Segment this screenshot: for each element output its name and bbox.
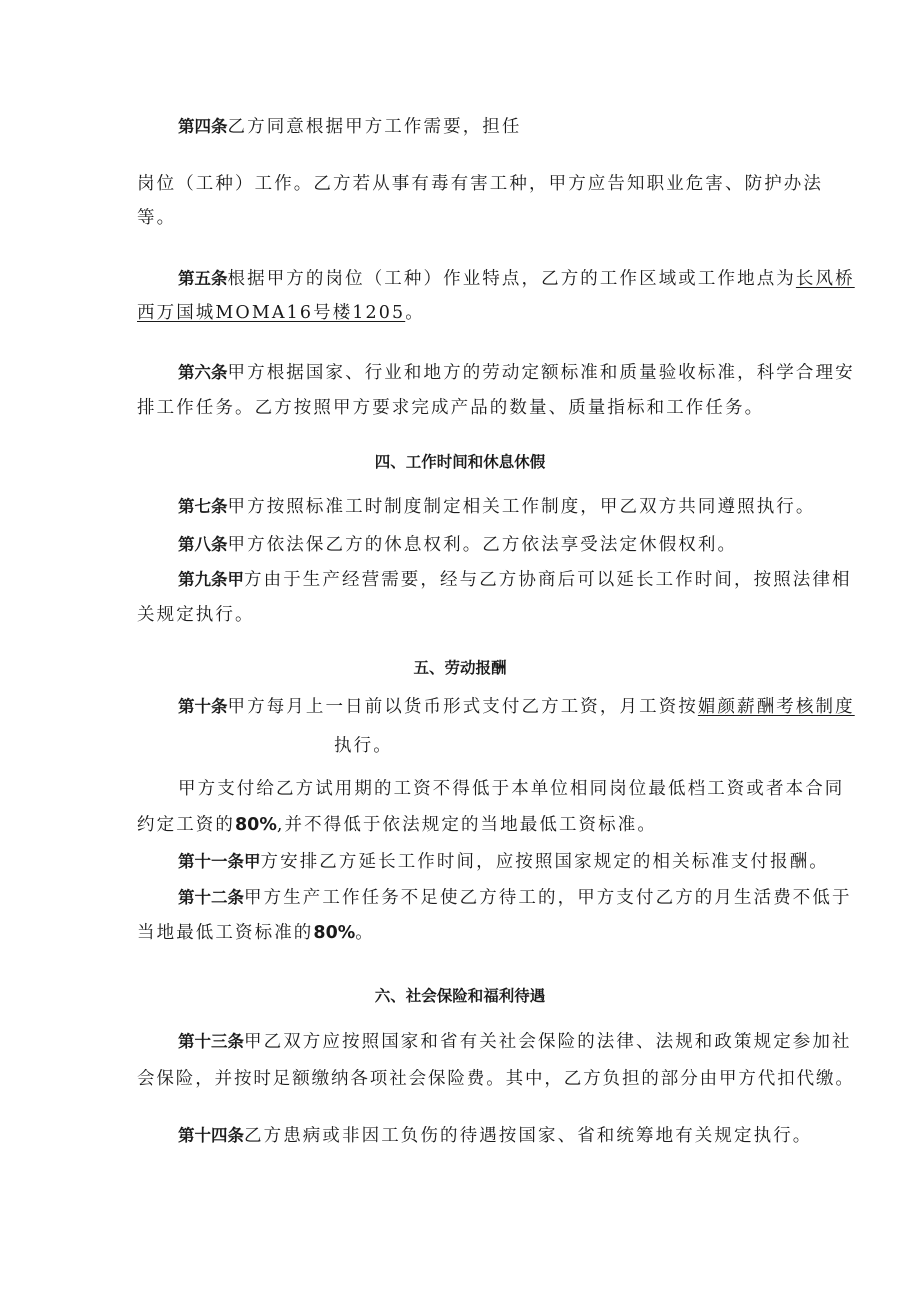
work-location-part-1: 长风桥: [795, 269, 855, 289]
probation-text-a: 约定工资的: [137, 815, 235, 835]
clause-12-end: 。: [355, 923, 375, 943]
clause-12-percent: 80%: [313, 923, 356, 943]
clause-7-line-1: [178, 496, 816, 518]
clause-11-line-1: [178, 851, 829, 873]
clause-10-text: 甲方每月上一日前以货币形式支付乙方工资，月工资按: [227, 697, 698, 717]
clause-5-line-2: [137, 302, 425, 324]
section-heading-6: 六、社会保险和福利待遇: [374, 987, 546, 1005]
clause-5-label: 第五条: [178, 269, 228, 288]
clause-6-line-2: 排工作任务。乙方按照甲方要求完成产品的数量、质量指标和工作任务。: [137, 398, 765, 418]
clause-12-text-a: 当地最低工资标准的: [137, 923, 314, 943]
clause-8-label: 第八条: [178, 535, 228, 554]
clause-6-text: 甲方根据国家、行业和地方的劳动定额标准和质量验收标准，科学合理安: [227, 363, 855, 383]
clause-9-label: 第九条甲: [178, 570, 244, 589]
probation-line-2: [137, 814, 657, 836]
clause-4-line-2: 岗位（工种）工作。乙方若从事有毒有害工种，甲方应告知职业危害、防护办法: [137, 174, 823, 194]
clause-12-text: 甲方生产工作任务不足使乙方待工的，甲方支付乙方的月生活费不低于: [244, 888, 852, 908]
clause-8-text: 甲方依法保乙方的休息权利。乙方依法享受法定休假权利。: [227, 535, 738, 555]
clause-13-line-1: [178, 1031, 852, 1053]
clause-9-line-1: [178, 569, 852, 591]
clause-5-text: 根据甲方的岗位（工种）作业特点，乙方的工作区域或工作地点为: [227, 269, 796, 289]
probation-percent: 80%: [235, 815, 277, 835]
probation-line-1: 甲方支付给乙方试用期的工资不得低于本单位相同岗位最低档工资或者本合同: [178, 779, 845, 799]
clause-14-line-1: [178, 1125, 812, 1147]
clause-11-label: 第十一条甲: [178, 852, 261, 871]
probation-text-b: ,并不得低于依法规定的当地最低工资标准。: [276, 815, 657, 835]
clause-4-line-1: [178, 116, 522, 138]
clause-14-label: 第十四条: [178, 1126, 244, 1145]
section-heading-5: 五、劳动报酬: [413, 659, 507, 677]
clause-13-text: 甲乙双方应按照国家和省有关社会保险的法律、法规和政策规定参加社: [244, 1032, 852, 1052]
clause-13-label: 第十三条: [178, 1032, 244, 1051]
clause-5-line-1: [178, 268, 855, 290]
clause-11-text: 方安排乙方延长工作时间，应按照国家规定的相关标准支付报酬。: [260, 852, 829, 872]
clause-7-text: 甲方按照标准工时制度制定相关工作制度，甲乙双方共同遵照执行。: [227, 497, 816, 517]
clause-4-line-3: 等。: [137, 208, 177, 228]
clause-13-line-2: 会保险，并按时足额缴纳各项社会保险费。其中，乙方负担的部分由甲方代扣代缴。: [137, 1069, 855, 1089]
clause-4-text: 乙方同意根据甲方工作需要，担任: [227, 117, 522, 137]
clause-4-label: 第四条: [178, 117, 228, 136]
clause-12-line-1: [178, 887, 852, 909]
clause-10-label: 第十条: [178, 697, 228, 716]
clause-14-text: 乙方患病或非因工负伤的待遇按国家、省和统筹地有关规定执行。: [244, 1126, 813, 1146]
clause-9-line-2: 关规定执行。: [137, 605, 255, 625]
salary-plan-name: 媚颜薪酬考核制度: [697, 697, 855, 717]
clause-6-line-1: [178, 362, 855, 384]
clause-5-end: 。: [405, 303, 425, 323]
clause-7-label: 第七条: [178, 497, 228, 516]
clause-9-text: 方由于生产经营需要，经与乙方协商后可以延长工作时间，按照法律相: [244, 570, 852, 590]
clause-10-line-2: 执行。: [334, 736, 393, 756]
work-location-part-2: 西万国城MOMA16号楼1205: [137, 303, 406, 323]
clause-6-label: 第六条: [178, 363, 228, 382]
clause-12-line-2: [137, 922, 375, 944]
clause-10-line-1: [178, 696, 855, 718]
clause-12-label: 第十二条: [178, 888, 244, 907]
clause-8-line-1: [178, 534, 737, 556]
section-heading-4: 四、工作时间和休息休假: [374, 453, 546, 471]
